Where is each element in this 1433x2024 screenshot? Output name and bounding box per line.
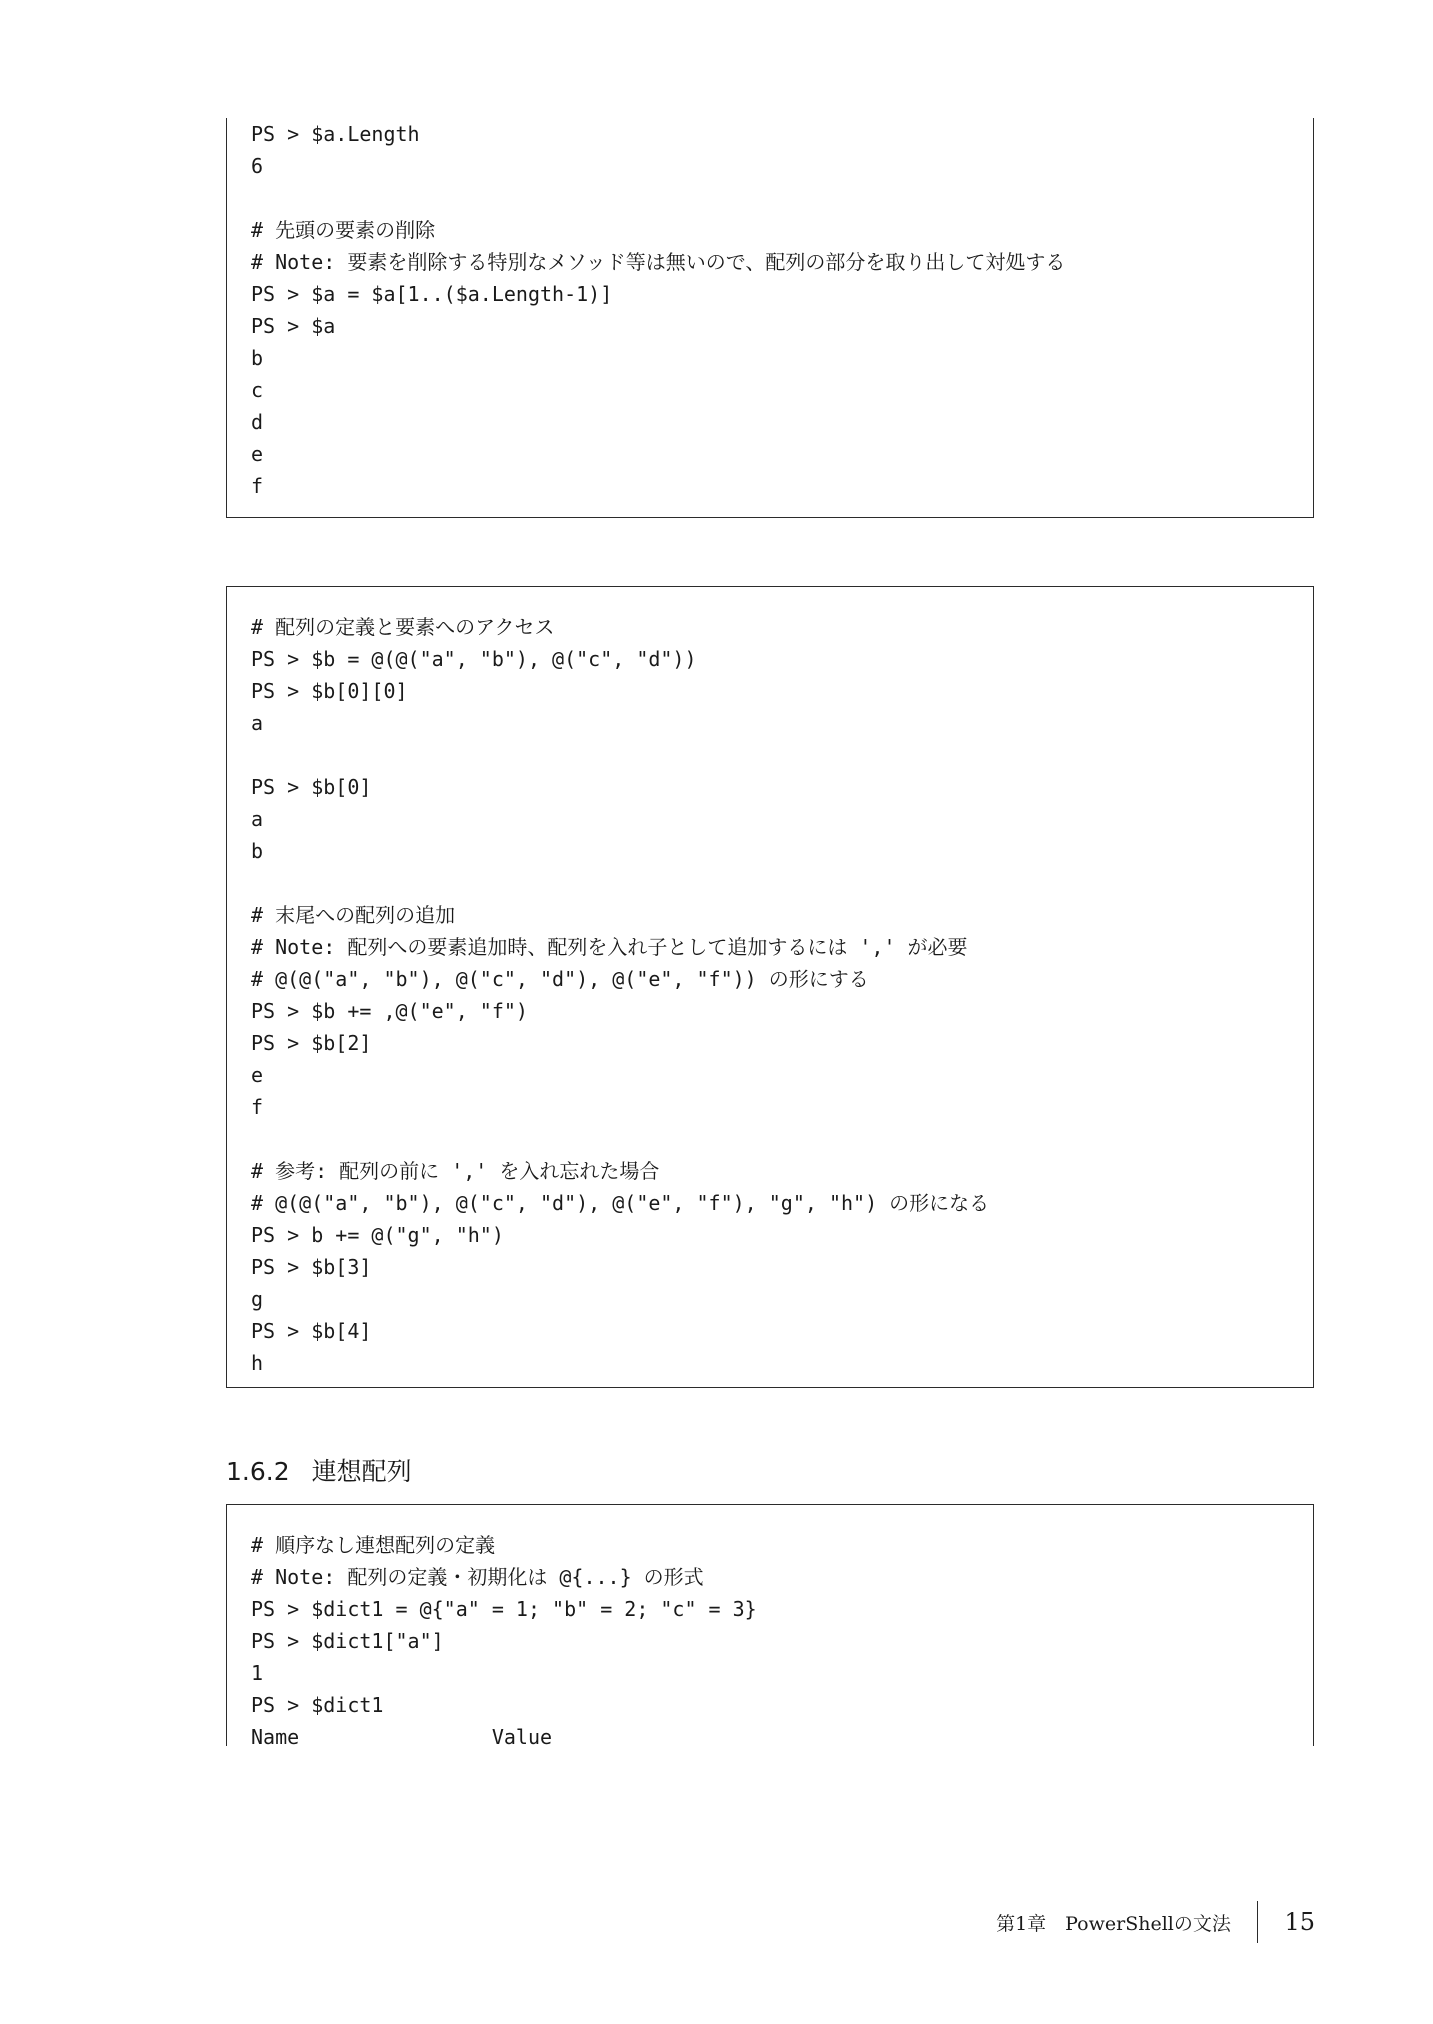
code-line: f: [251, 1095, 264, 1119]
code-listing: [227, 587, 1313, 1379]
footer-divider: [1257, 1901, 1259, 1943]
page-number: 15: [1284, 1908, 1315, 1936]
code-line: # 先頭の要素の削除: [251, 218, 436, 242]
code-line: 6: [251, 154, 264, 178]
code-line: # 参考: 配列の前に ',' を入れ忘れた場合: [251, 1159, 660, 1183]
code-block-hashtable: [226, 1504, 1314, 1749]
section-heading: [226, 1452, 412, 1488]
code-line: g: [251, 1287, 264, 1311]
code-line: b: [251, 346, 264, 370]
code-line: a: [251, 711, 264, 735]
code-line: PS > $a = $a[1..($a.Length-1)]: [251, 282, 613, 306]
code-line: h: [251, 1351, 264, 1375]
code-line: 1: [251, 1661, 264, 1685]
code-line: b: [251, 839, 264, 863]
code-line: # Note: 要素を削除する特別なメソッド等は無いので、配列の部分を取り出して対処する: [251, 250, 1066, 274]
code-block-nested-array: [226, 586, 1314, 1388]
code-line: e: [251, 442, 264, 466]
code-line: [251, 1123, 1313, 1155]
code-line: [251, 739, 1313, 771]
code-line: # Note: 配列への要素追加時、配列を入れ子として追加するには ',' が必要: [251, 935, 968, 959]
code-line: Name Value: [251, 1725, 553, 1749]
code-line: PS > $b[2]: [251, 1031, 372, 1055]
code-line: PS > $b += ,@("e", "f"): [251, 999, 528, 1023]
section-title: 連想配列: [311, 1457, 412, 1486]
code-line: PS > $dict1 = @{"a" = 1; "b" = 2; "c" = 3}: [251, 1597, 757, 1621]
code-line: PS > $a.Length: [251, 122, 420, 146]
code-line: PS > $b[4]: [251, 1319, 372, 1343]
page-footer: [996, 1902, 1315, 1942]
code-line: f: [251, 474, 264, 498]
code-line: [251, 867, 1313, 899]
code-line: PS > $a: [251, 314, 336, 338]
footer-chapter-title: 第1章 PowerShellの文法: [996, 1912, 1231, 1935]
code-line: PS > $b[0][0]: [251, 679, 408, 703]
code-line: # 順序なし連想配列の定義: [251, 1533, 496, 1557]
code-listing: [227, 118, 1313, 502]
code-line: PS > $dict1["a"]: [251, 1629, 444, 1653]
code-line: PS > $b[0]: [251, 775, 372, 799]
code-listing: [227, 1505, 1313, 1753]
code-line: PS > $b[3]: [251, 1255, 372, 1279]
code-line: d: [251, 410, 264, 434]
code-line: # 配列の定義と要素へのアクセス: [251, 615, 555, 639]
code-line: PS > $dict1: [251, 1693, 384, 1717]
code-line: # @(@("a", "b"), @("c", "d"), @("e", "f"), "g", "h") の形になる: [251, 1191, 990, 1215]
code-line: # Note: 配列の定義・初期化は @{...} の形式: [251, 1565, 704, 1589]
section-number: 1.6.2: [226, 1457, 290, 1486]
code-line: [251, 182, 1313, 214]
code-line: PS > b += @("g", "h"): [251, 1223, 504, 1247]
code-line: a: [251, 807, 264, 831]
code-line: # 末尾への配列の追加: [251, 903, 456, 927]
code-line: PS > $b = @(@("a", "b"), @("c", "d")): [251, 647, 697, 671]
code-line: # @(@("a", "b"), @("c", "d"), @("e", "f")) の形にする: [251, 967, 869, 991]
code-block-array-delete: [226, 118, 1314, 518]
code-line: c: [251, 378, 264, 402]
code-line: e: [251, 1063, 264, 1087]
